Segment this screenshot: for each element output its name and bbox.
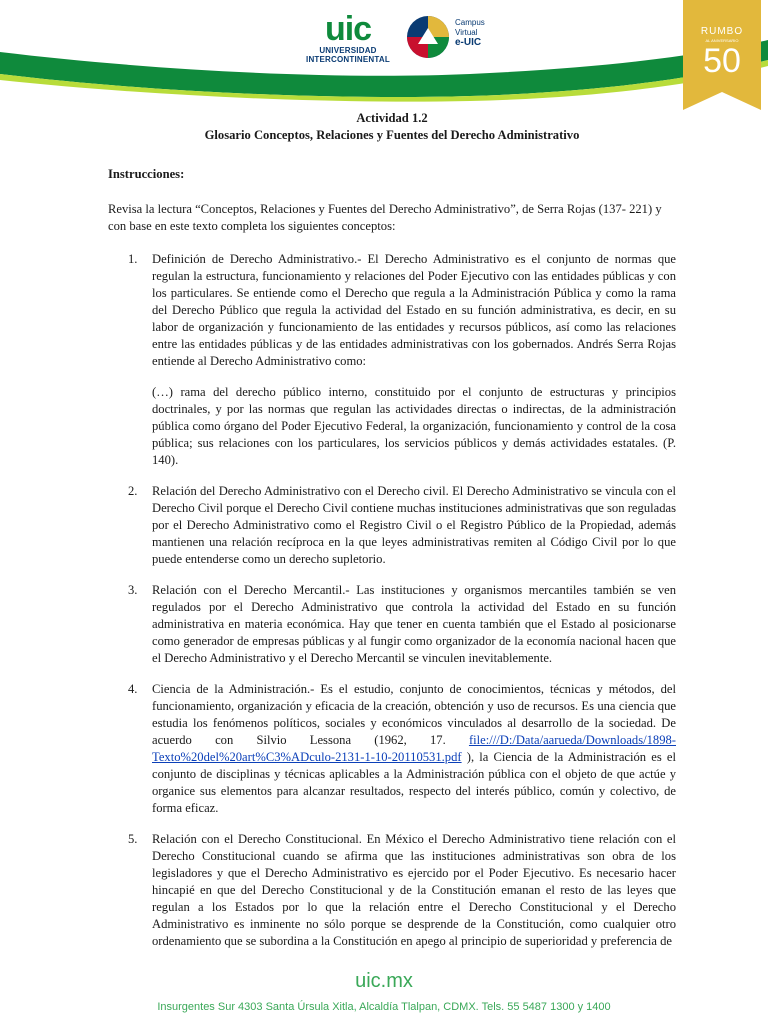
uic-wordmark: uic [324, 10, 372, 48]
uic-logo-line2: INTERCONTINENTAL [306, 55, 390, 64]
campus-line3: e-UIC [455, 37, 482, 48]
instructions-label: Instrucciones: [108, 167, 185, 181]
list-item [108, 251, 676, 469]
list-item [108, 831, 676, 950]
item-number: 3. [128, 583, 138, 597]
item-text-before-link: Ciencia de la Administración.- Es el estudio, conjunto de conocimientos, técnicas y métodos, del funcionamiento, organización y eficacia de la creación, obtención y uso de recursos. Es una ciencia que estudia los fenómenos políticos, sociales y económicos vinculados al desarrollo de la sociedad. De acuerdo con Silvio Lessona (1962, 17. [152, 682, 676, 747]
concepts-list [108, 251, 676, 950]
uic-logo-line1: UNIVERSIDAD [319, 46, 377, 55]
campus-line1: Campus [455, 18, 485, 27]
campus-virtual-logo [405, 14, 525, 62]
badge-rumbo: RUMBO [700, 26, 744, 37]
instructions-text: Revisa la lectura “Conceptos, Relaciones y Fuentes del Derecho Administrativo”, de Serra Rojas (137- 221) y con base en este texto completa los siguientes conceptos: [108, 202, 662, 233]
rumbo-50-badge [683, 0, 768, 110]
list-item [108, 483, 676, 568]
uic-logo [298, 12, 398, 64]
item-text: Definición de Derecho Administrativo.- El Derecho Administrativo es el conjunto de normas que regulan la estructura, funcionamiento y relaciones del Poder Ejecutivo con las entidades públicas y con los particulares. Se entiende como el Derecho que regula a la Administración Pública y como la rama del Derecho Público que regula la actividad del Estado en su función administrativa, es decir, en su labor de organización y funcionamiento de las entidades y recursos públicos, así como las relaciones entre las entidades públicas y de las entidades administrativas con los gobernados. Andrés Serra Rojas entiende al Derecho Administrativo como: [152, 252, 676, 368]
item-text: Relación con el Derecho Mercantil.- Las instituciones y organismos mercantiles también se ven regulados por el Derecho Administrativo que controla la actividad del Estado en su función administrativa en materia económica. Hay que tener en cuenta también que el Estado al posicionarse como generador de empresas públicas y al fungir como organizador de la economía nacional hacen que el Derecho Administrativo y el Derecho Mercantil se vinculen inevitablemente. [152, 583, 676, 665]
footer-website: uic.mx [355, 970, 413, 992]
item-number: 4. [128, 682, 138, 696]
list-item [108, 681, 676, 817]
activity-subtitle: Glosario Conceptos, Relaciones y Fuentes del Derecho Administrativo [204, 128, 580, 142]
footer-address: Insurgentes Sur 4303 Santa Úrsula Xitla, Alcaldía Tlalpan, CDMX. Tels. 55 5487 1300 y 1400 [157, 1001, 611, 1013]
document-body [108, 110, 676, 964]
campus-line2: Virtual [455, 28, 478, 37]
item-text: Relación del Derecho Administrativo con el Derecho civil. El Derecho Administrativo se vincula con el Derecho Civil porque el Derecho Civil contiene muchas instituciones administrativas que son reguladas por el Derecho Administrativo como el Registro Civil o el Registro Público de la Propiedad, además mantienen una relación recíproca en la que leyes administrativas remiten al Código Civil por lo que puede entenderse como un derecho supletorio. [152, 484, 676, 566]
page-footer [0, 970, 768, 1013]
file-link[interactable]: file:///D:/Data/aarueda/Downloads/1898-Texto%20del%20art%C3%ADculo-2131-1-10-20110531.pdf [152, 733, 676, 764]
item-text-after-link: ), la Ciencia de la Administración es el conjunto de disciplinas y técnicas aplicables a la Administración pública con el objeto de que actúe y organice sus elementos para alcanzar resultados, respecto del interés público, común y colectivo, de forma eficaz. [152, 750, 676, 815]
item-text: Relación con el Derecho Constitucional. En México el Derecho Administrativo tiene relación con el Derecho Constitucional cuando se afirma que las instituciones administrativas son obra de los legisladores y que el Derecho Administrativo es ejercido por el Poder Ejecutivo. Es necesario hacer hincapié en que del Derecho Constitucional y de la Constitución emanan el resto de las leyes que regulan a los Estados por lo que la relación entre el Derecho Constitucional y el Derecho Administrativo es inminente no sólo porque se desprende de la Constitución, como cualquier otro ordenamiento que se subordina a la Constitución en apego al principio de superioridad y preferencia de [152, 832, 676, 948]
item-number: 1. [128, 252, 138, 266]
badge-number: 50 [703, 42, 741, 80]
campus-virtual-emblem-icon [405, 14, 451, 60]
activity-title: Actividad 1.2 [356, 111, 428, 125]
item-number: 2. [128, 484, 138, 498]
block-quote: (…) rama del derecho público interno, constituido por el conjunto de estructuras y principios doctrinales, y por las normas que regulan las actividades directas o indirectas, de la administración pública como órgano del Poder Ejecutivo Federal, la organización, funcionamiento y control de la cosa pública; sus relaciones con los particulares, los servicios públicos y demás actividades estatales. (P. 140). [152, 385, 676, 467]
list-item [108, 582, 676, 667]
badge-aniversario: AL ANIVERSARIO [705, 38, 739, 43]
letterhead [0, 0, 768, 110]
item-number: 5. [128, 832, 138, 846]
